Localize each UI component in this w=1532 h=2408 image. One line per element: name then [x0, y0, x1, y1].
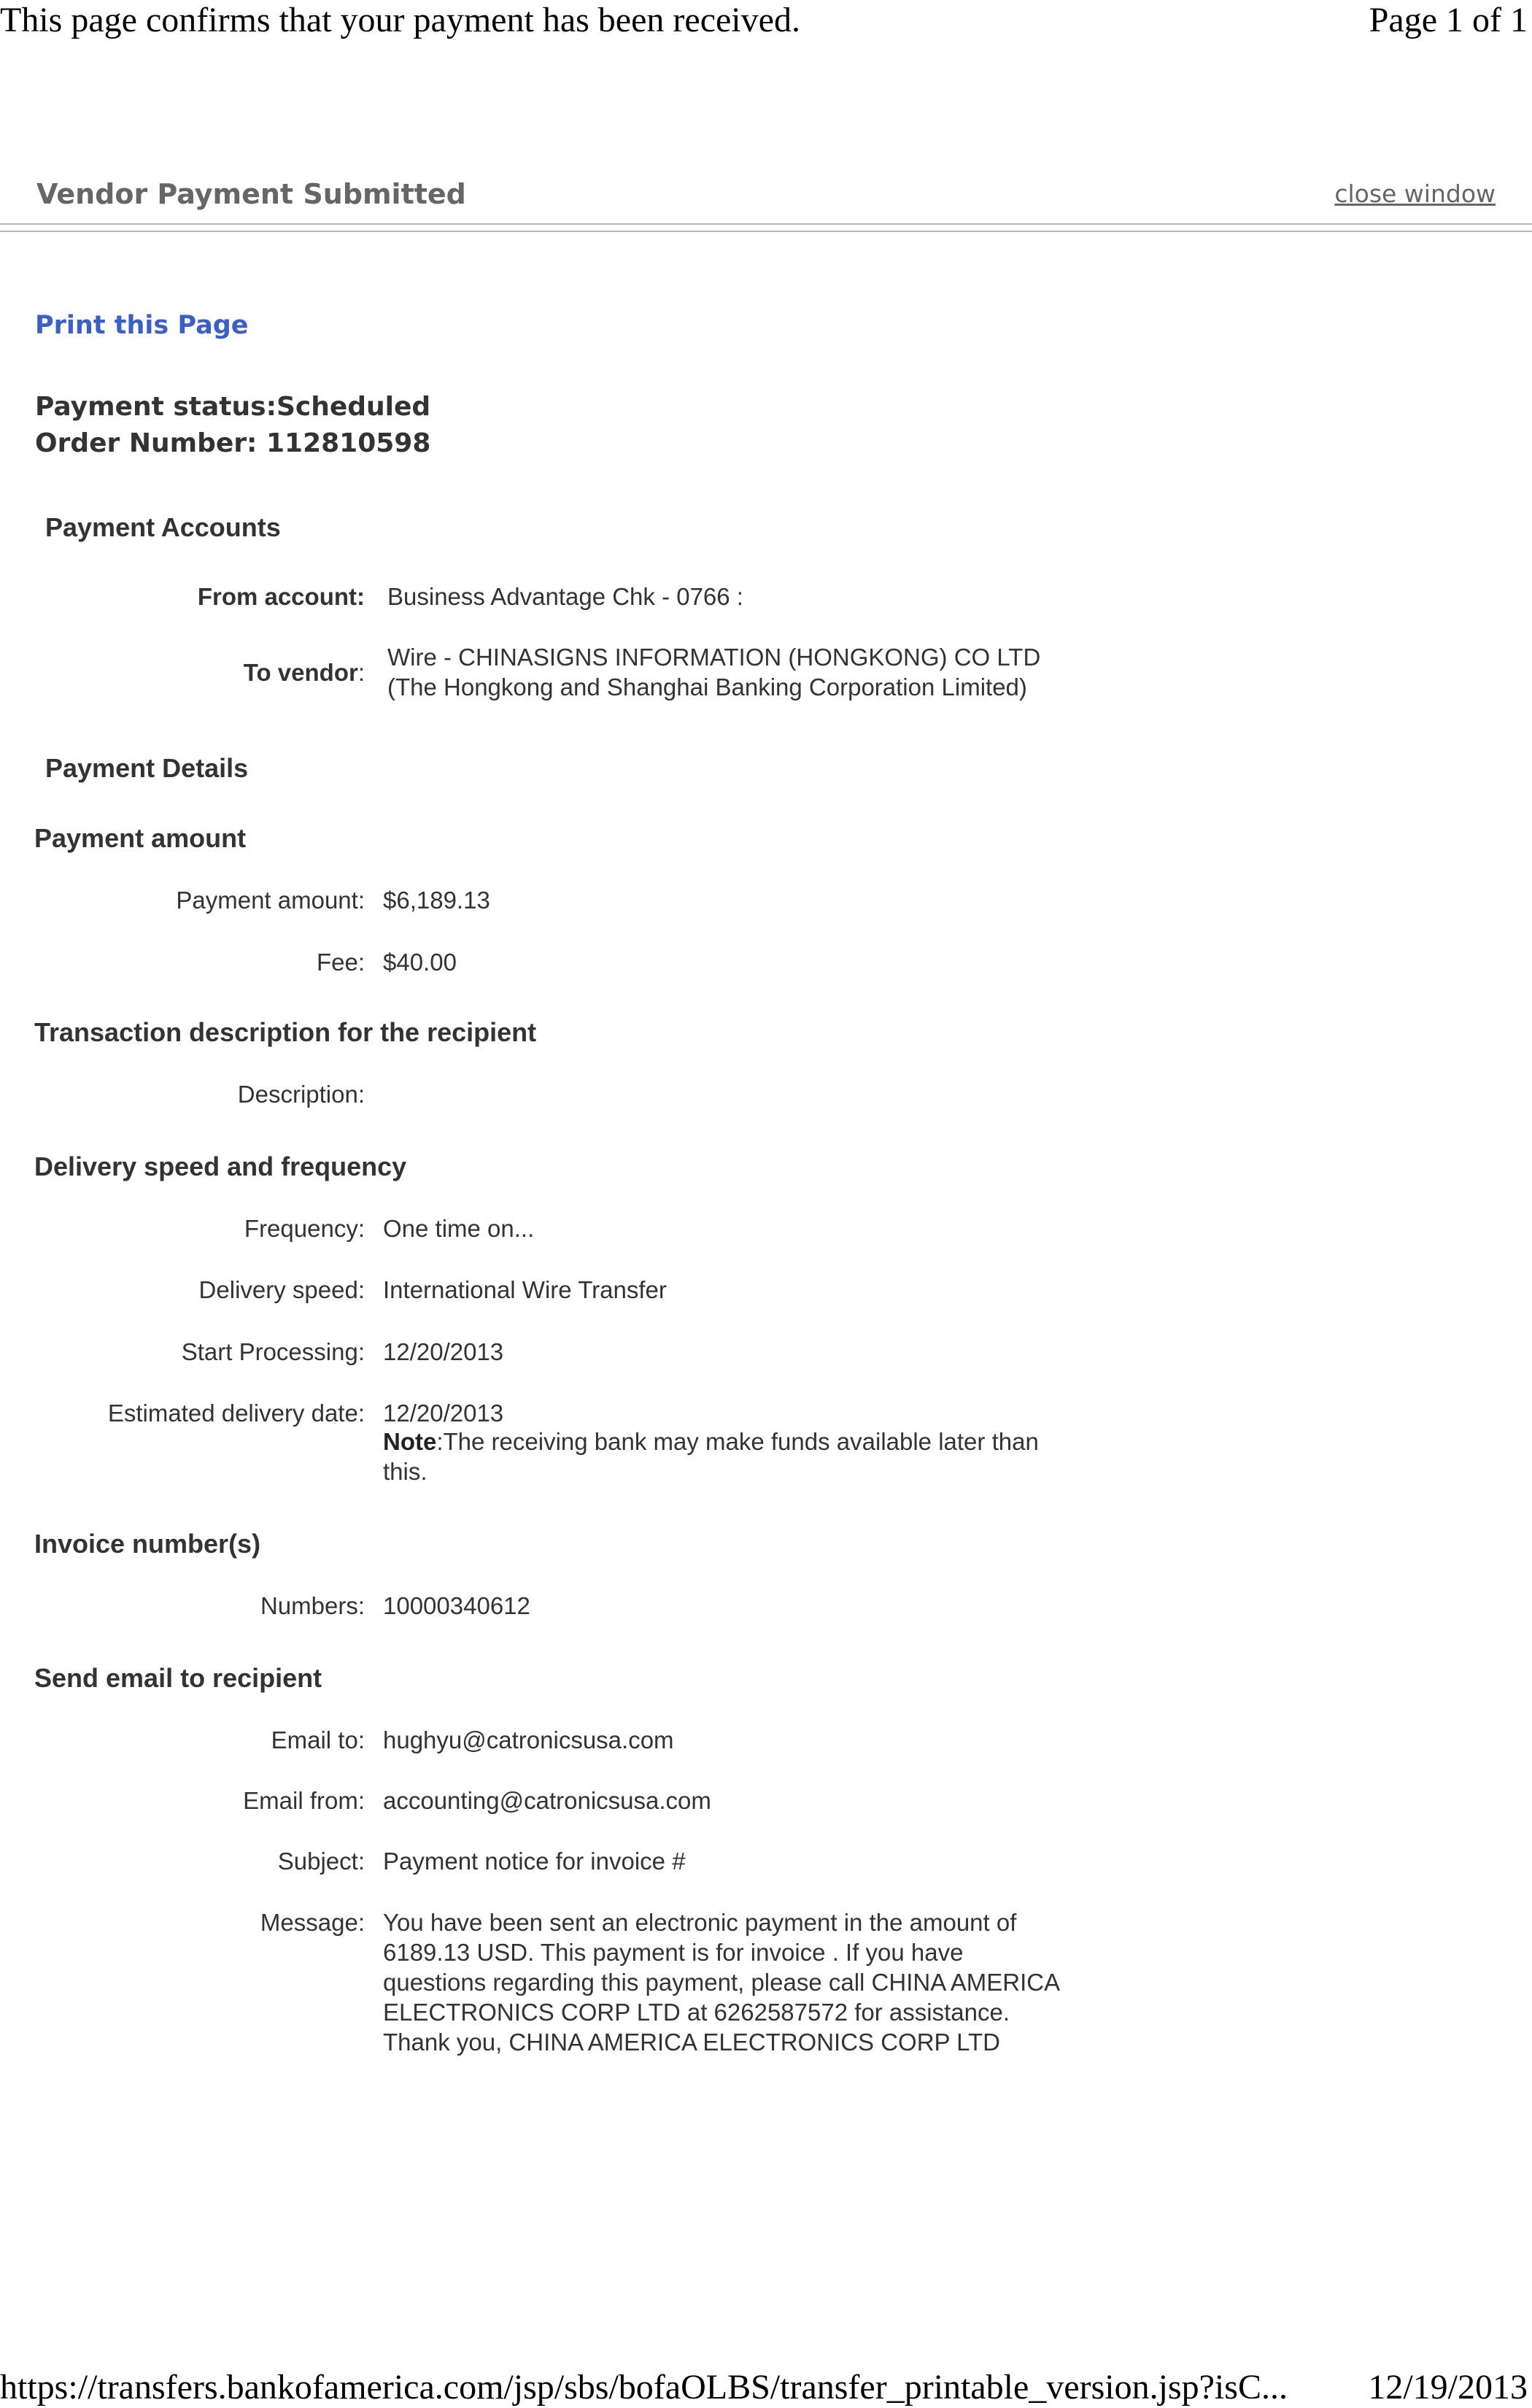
payment-amount-label: Payment amount:: [176, 887, 365, 914]
email-to-label: Email to:: [271, 1726, 365, 1753]
print-page-link[interactable]: Print this Page: [35, 311, 249, 340]
delivery-note-continued: this.: [383, 1458, 428, 1485]
from-account-label: From account:: [197, 583, 365, 610]
note-label: Note: [383, 1428, 437, 1455]
page-title: Vendor Payment Submitted: [36, 178, 466, 210]
payment-status: Payment status:Scheduled: [35, 392, 431, 422]
email-subject-value: Payment notice for invoice #: [383, 1848, 686, 1875]
print-page-number: Page 1 of 1: [1369, 1, 1528, 39]
to-vendor-label: [244, 657, 365, 688]
to-vendor-bank: (The Hongkong and Shanghai Banking Corporation Limited): [387, 674, 1027, 701]
email-message-line: questions regarding this payment, please call CHINA AMERICA: [383, 1969, 1061, 1996]
email-message-label: Message:: [260, 1909, 365, 1936]
email-subject-label: Subject:: [277, 1848, 365, 1875]
start-processing-label: Start Processing:: [181, 1338, 365, 1365]
frequency-label: Frequency:: [244, 1215, 365, 1242]
invoice-heading: Invoice number(s): [34, 1529, 261, 1559]
estimated-delivery-label: Estimated delivery date:: [107, 1400, 365, 1427]
email-message-line: Thank you, CHINA AMERICA ELECTRONICS CORP LTD: [383, 2029, 1001, 2056]
estimated-delivery-value: 12/20/2013: [383, 1400, 504, 1427]
email-message-line: 6189.13 USD. This payment is for invoice . If you have: [383, 1939, 964, 1966]
email-heading: Send email to recipient: [34, 1663, 322, 1693]
header-divider-secondary: [0, 231, 1532, 232]
description-label: Description:: [237, 1081, 365, 1108]
delivery-heading: Delivery speed and frequency: [34, 1151, 407, 1181]
invoice-numbers-value: 10000340612: [383, 1592, 530, 1619]
payment-amount-value: $6,189.13: [383, 887, 490, 914]
to-vendor-label-colon: :: [357, 659, 365, 686]
close-window-link[interactable]: close window: [1334, 180, 1496, 208]
print-footer-url: https://transfers.bankofamerica.com/jsp/sbs/bofaOLBS/transfer_printable_version.jsp?isC...: [0, 2368, 1288, 2407]
email-to-value: hughyu@catronicsusa.com: [383, 1726, 674, 1753]
note-text: :The receiving bank may make funds available later than: [436, 1428, 1039, 1455]
payment-amount-heading: Payment amount: [34, 823, 247, 853]
frequency-value: One time on...: [383, 1215, 535, 1242]
payment-accounts-heading: Payment Accounts: [45, 512, 281, 542]
fee-label: Fee:: [316, 949, 365, 976]
to-vendor-label-text: To vendor: [243, 659, 358, 686]
delivery-speed-value: International Wire Transfer: [383, 1276, 667, 1303]
email-from-label: Email from:: [243, 1787, 365, 1814]
print-footer-date: 12/19/2013: [1368, 2368, 1528, 2407]
email-message-line: You have been sent an electronic payment in the amount of: [383, 1909, 1017, 1936]
header-divider: [0, 223, 1532, 225]
delivery-note: [383, 1427, 1039, 1456]
from-account-value: Business Advantage Chk - 0766 :: [387, 583, 743, 610]
order-number: Order Number: 112810598: [35, 428, 431, 458]
print-header-title: This page confirms that your payment has been received.: [0, 1, 800, 39]
transaction-description-heading: Transaction description for the recipient: [34, 1017, 537, 1047]
payment-details-heading: Payment Details: [45, 753, 249, 783]
email-message-line: ELECTRONICS CORP LTD at 6262587572 for assistance.: [383, 1999, 1010, 2026]
delivery-speed-label: Delivery speed:: [198, 1276, 365, 1303]
email-from-value: accounting@catronicsusa.com: [383, 1787, 711, 1814]
fee-value: $40.00: [383, 949, 457, 976]
invoice-numbers-label: Numbers:: [260, 1592, 365, 1619]
to-vendor-name: Wire - CHINASIGNS INFORMATION (HONGKONG) CO LTD: [387, 644, 1041, 671]
start-processing-value: 12/20/2013: [383, 1338, 504, 1365]
